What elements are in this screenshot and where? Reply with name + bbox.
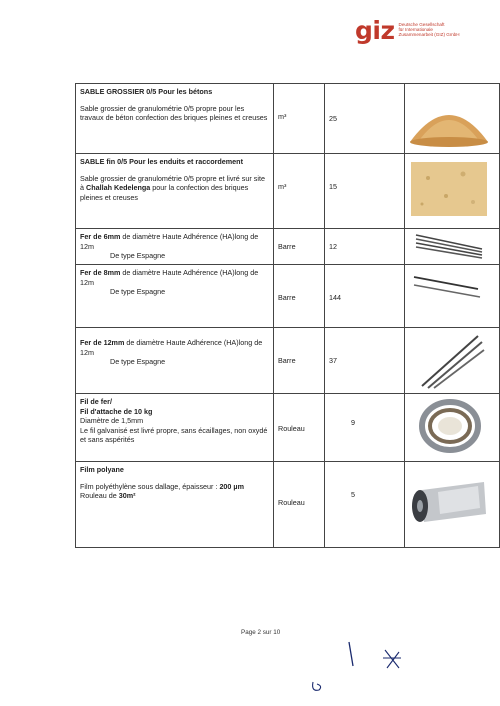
logo-text [399,22,460,38]
item-quantity: 5 [325,462,405,548]
item-detail: Le fil galvanisé est livré propre, sans écaillages, non oxydé et sans aspérités [80,425,268,445]
item-detail: Sable grossier de granulométrie 0/5 propre et livré sur site à Challah Kedelenga pour la confection des briques pleines et creuses [80,173,265,202]
item-quantity: 15 [325,154,405,229]
item-image [405,84,500,154]
giz-logo [355,18,460,44]
site-name: Challah Kedelenga [86,183,151,193]
item-title: Fil d'attache de 10 kg [80,406,153,416]
item-detail: Film polyéthylène sous dallage, épaisseur : 200 µm [80,481,244,491]
item-unit: Barre [274,265,325,328]
item-title: Fer de 6mm [80,232,121,241]
item-type: De type Espagne [110,287,166,297]
item-image [405,462,500,548]
item-title: Fer de 8mm [80,268,121,277]
logo-line: Deutsche Gesellschaft [398,22,445,27]
item-image [405,328,500,394]
table-row [76,394,500,462]
table-row [76,328,500,394]
item-title: Fer de 12mm [80,338,125,347]
item-quantity: 144 [325,265,405,328]
sand-pile-icon [408,86,490,150]
item-type: De type Espagne [110,357,166,367]
rebar-bundle-icon [408,231,490,261]
page-number: Page 2 sur 10 [241,629,281,636]
item-detail: de diamètre Haute Adhérence (HA)long de 12m [80,232,259,251]
item-detail: de diamètre Haute Adhérence (HA)long de 12m [80,338,263,357]
logo-line: für Internationale [398,27,433,33]
item-unit: Rouleau [274,394,325,462]
item-description [76,84,274,154]
item-unit: m³ [274,84,325,154]
item-detail: Rouleau de 30m² [80,491,136,501]
rebar-diagonal-icon [408,330,490,390]
logo-line: Zusammenarbeit (GIZ) GmbH [398,32,460,38]
materials-table [75,83,500,548]
item-title: SABLE GROSSIER 0/5 Pour les bétons [80,87,213,96]
item-quantity: 25 [325,84,405,154]
item-unit: Rouleau [274,462,325,548]
item-description [76,328,274,394]
item-title: SABLE fin 0/5 Pour les enduits et raccordement [80,157,243,166]
logo-word: giz [355,16,395,45]
table-row [76,229,500,265]
item-detail: de diamètre Haute Adhérence (HA)long de 12m [80,268,259,287]
item-quantity: 12 [325,229,405,265]
table-row [76,154,500,229]
item-unit: Barre [274,229,325,265]
item-description [76,265,274,328]
item-quantity: 37 [325,328,405,394]
table-row [76,462,500,548]
item-title: Fil de fer/ [80,397,112,406]
rebar-rods-icon [408,267,490,307]
item-detail: Diamètre de 1,5mm [80,416,144,426]
item-description [76,394,274,462]
handwritten-initials [343,638,413,676]
item-type: De type Espagne [110,251,166,261]
item-description [76,229,274,265]
fine-sand-icon [408,156,490,222]
item-detail: Sable grossier de granulométrie 0/5 propre pour les travaux de béton confection des briques pleines et creuses [80,103,268,123]
wire-coil-icon [408,396,490,456]
item-description [76,462,274,548]
item-unit: m³ [274,154,325,229]
table-row [76,84,500,154]
item-title: Film polyane [80,465,124,474]
handwritten-mark [309,680,327,696]
table-row [76,265,500,328]
item-quantity: 9 [325,394,405,462]
item-image [405,229,500,265]
item-image [405,154,500,229]
item-description [76,154,274,229]
plastic-film-roll-icon [408,478,490,528]
item-image [405,394,500,462]
item-image [405,265,500,328]
item-unit: Barre [274,328,325,394]
